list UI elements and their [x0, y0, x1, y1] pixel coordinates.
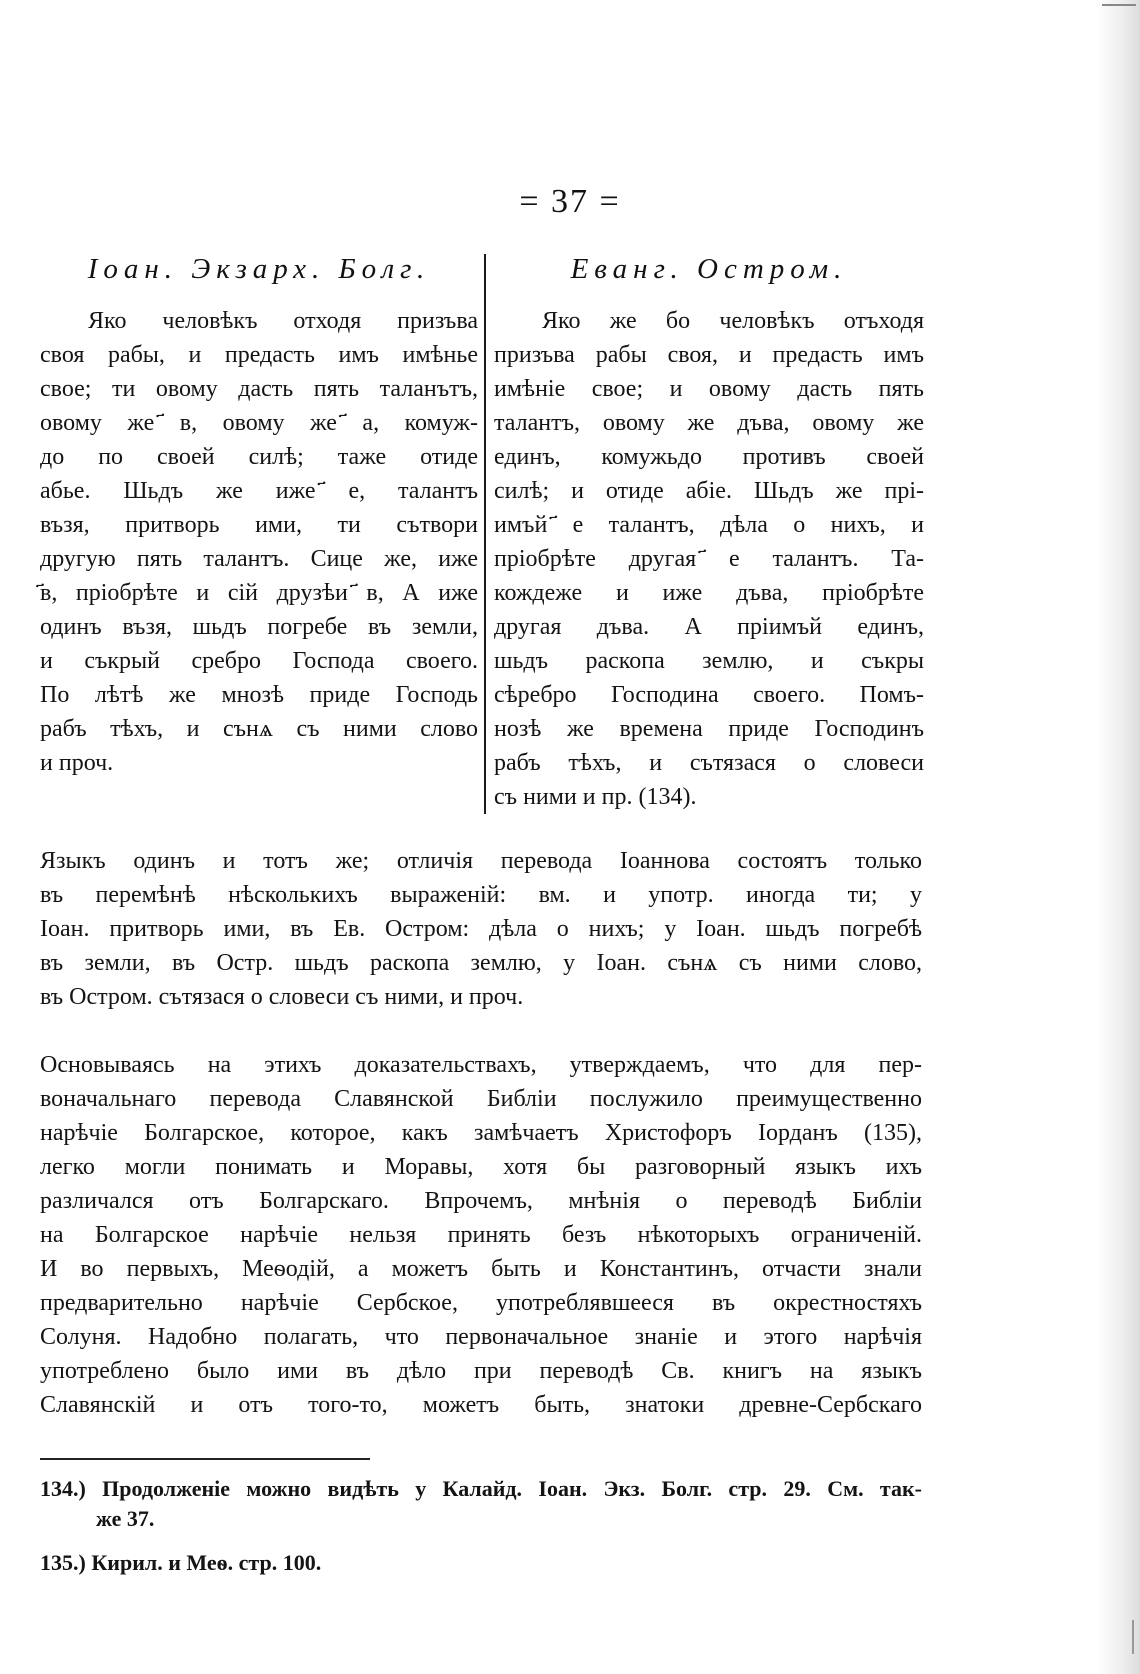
left-column-line: и проч.: [40, 750, 114, 776]
right-column-line: нозѣ же времена приде Господинъ: [494, 716, 924, 742]
paragraph-line: Славянскій и отъ того-то, можетъ быть, знатоки древне-Сербскаго: [40, 1392, 922, 1418]
right-column-line: кождеже и иже дъва, пріобрѣте: [494, 580, 924, 606]
page-edge-shadow: [1096, 0, 1140, 1674]
footnote-134-continuation: же 37.: [96, 1506, 155, 1531]
left-column-line: абье. Шьдъ же иже ҃е, талантъ: [40, 478, 478, 504]
right-column-line: сѣребро Господина своего. Помъ-: [494, 682, 924, 708]
paragraph-line: легко могли понимать и Моравы, хотя бы разговорный языкъ ихъ: [40, 1154, 922, 1180]
right-column-line: силѣ; и отиде абіе. Шьдъ же прі-: [494, 478, 924, 504]
left-column-line: ҃в, пріобрѣте и сій друзѣи ҃в, А иже: [40, 580, 478, 606]
right-column-heading: Еванг. Остром.: [570, 253, 848, 285]
left-column-heading: Іоан. Экзарх. Болг.: [87, 253, 431, 285]
right-column-line: другая дъва. А пріимъй единъ,: [494, 614, 924, 640]
page-number: = 37 =: [519, 183, 621, 220]
paragraph-conclusion: [40, 1048, 922, 1422]
paragraph-line: Основываясь на этихъ доказательствахъ, утверждаемъ, что для пер-: [40, 1052, 922, 1078]
left-column-line: Яко человѣкъ отходя призъва: [88, 308, 478, 334]
right-column-line: рабъ тѣхъ, и сътязася о словеси: [494, 750, 924, 776]
left-column: [40, 252, 478, 780]
paragraph-line: въ земли, въ Остр. шьдъ раскопа землю, у Іоан. сънѧ съ ними слово,: [40, 950, 922, 976]
left-column-line: до по своей силѣ; таже отиде: [40, 444, 478, 470]
right-column-line: талантъ, овому же дъва, овому же: [494, 410, 924, 436]
paragraph-line: на Болгарское нарѣчіе нельзя принять безъ нѣкоторыхъ ограниченій.: [40, 1222, 922, 1248]
paragraph-line: воначальнаго перевода Славянской Библіи послужило преимущественно: [40, 1086, 922, 1112]
left-column-line: одинъ възя, шьдъ погребе въ земли,: [40, 614, 478, 640]
paragraph-line: различался отъ Болгарскаго. Впрочемъ, мнѣнія о переводѣ Библіи: [40, 1188, 922, 1214]
paragraph-line: нарѣчіе Болгарское, которое, какъ замѣчаетъ Христофоръ Іорданъ (135),: [40, 1120, 922, 1146]
left-column-line: По лѣтѣ же мнозѣ приде Господь: [40, 682, 478, 708]
left-column-line: овому же ҃в, овому же ҃а, комуж-: [40, 410, 478, 436]
right-column-line: шьдъ раскопа землю, и съкры: [494, 648, 924, 674]
footnote-134: 134.) Продолженіе можно видѣть у Калайд. Іоан. Экз. Болг. стр. 29. См. так-: [40, 1476, 922, 1501]
right-column-line: имѣніе свое; и овому дасть пять: [494, 376, 924, 402]
paragraph-line: въ перемѣнѣ нѣсколькихъ выраженій: вм. и употр. иногда ти; у: [40, 882, 922, 908]
column-divider: [484, 254, 486, 814]
footnote-135: 135.) Кирил. и Меѳ. стр. 100.: [40, 1550, 322, 1575]
left-column-line: възя, притворь ими, ти сътвори: [40, 512, 478, 538]
paragraph-line: употреблено было ими въ дѣло при переводѣ Св. книгъ на языкъ: [40, 1358, 922, 1384]
scan-mark: [1132, 1620, 1134, 1654]
left-column-line: свое; ти овому дасть пять таланътъ,: [40, 376, 478, 402]
right-column-line: единъ, комужьдо противъ своей: [494, 444, 924, 470]
left-column-line: другую пять талантъ. Сице же, иже: [40, 546, 478, 572]
footnotes: [40, 1474, 922, 1578]
right-column-line: пріобрѣте другая ҃е талантъ. Та-: [494, 546, 924, 572]
footnote-rule: [40, 1458, 370, 1460]
paragraph-line: Языкъ одинъ и тотъ же; отличія перевода Іоаннова состоятъ только: [40, 848, 922, 874]
left-column-line: своя рабы, и предасть имъ имѣнье: [40, 342, 478, 368]
paragraph-line: предварительно нарѣчіе Сербское, употреблявшееся въ окрестностяхъ: [40, 1290, 922, 1316]
paragraph-comparison: [40, 844, 922, 1014]
left-column-line: и съкрый сребро Господа своего.: [40, 648, 478, 674]
right-column-line: Яко же бо человѣкъ отъходя: [542, 308, 924, 334]
paragraph-line: Солуня. Надобно полагать, что первоначальное знаніе и этого нарѣчія: [40, 1324, 922, 1350]
left-column-line: рабъ тѣхъ, и сънѧ съ ними слово: [40, 716, 478, 742]
scan-mark: [1102, 4, 1136, 6]
right-column-line: призъва рабы своя, и предасть имъ: [494, 342, 924, 368]
right-column-line: съ ними и пр. (134).: [494, 784, 697, 810]
paragraph-line: въ Остром. сътязася о словеси съ ними, и проч.: [40, 984, 524, 1010]
right-column: [494, 252, 924, 814]
paragraph-line: Іоан. притворь ими, въ Ев. Остром: дѣла о нихъ; у Іоан. шьдъ погребѣ: [40, 916, 922, 942]
right-column-line: имъй ҃е талантъ, дѣла о нихъ, и: [494, 512, 924, 538]
paragraph-line: И во первыхъ, Меѳодій, а можетъ быть и Константинъ, отчасти знали: [40, 1256, 922, 1282]
